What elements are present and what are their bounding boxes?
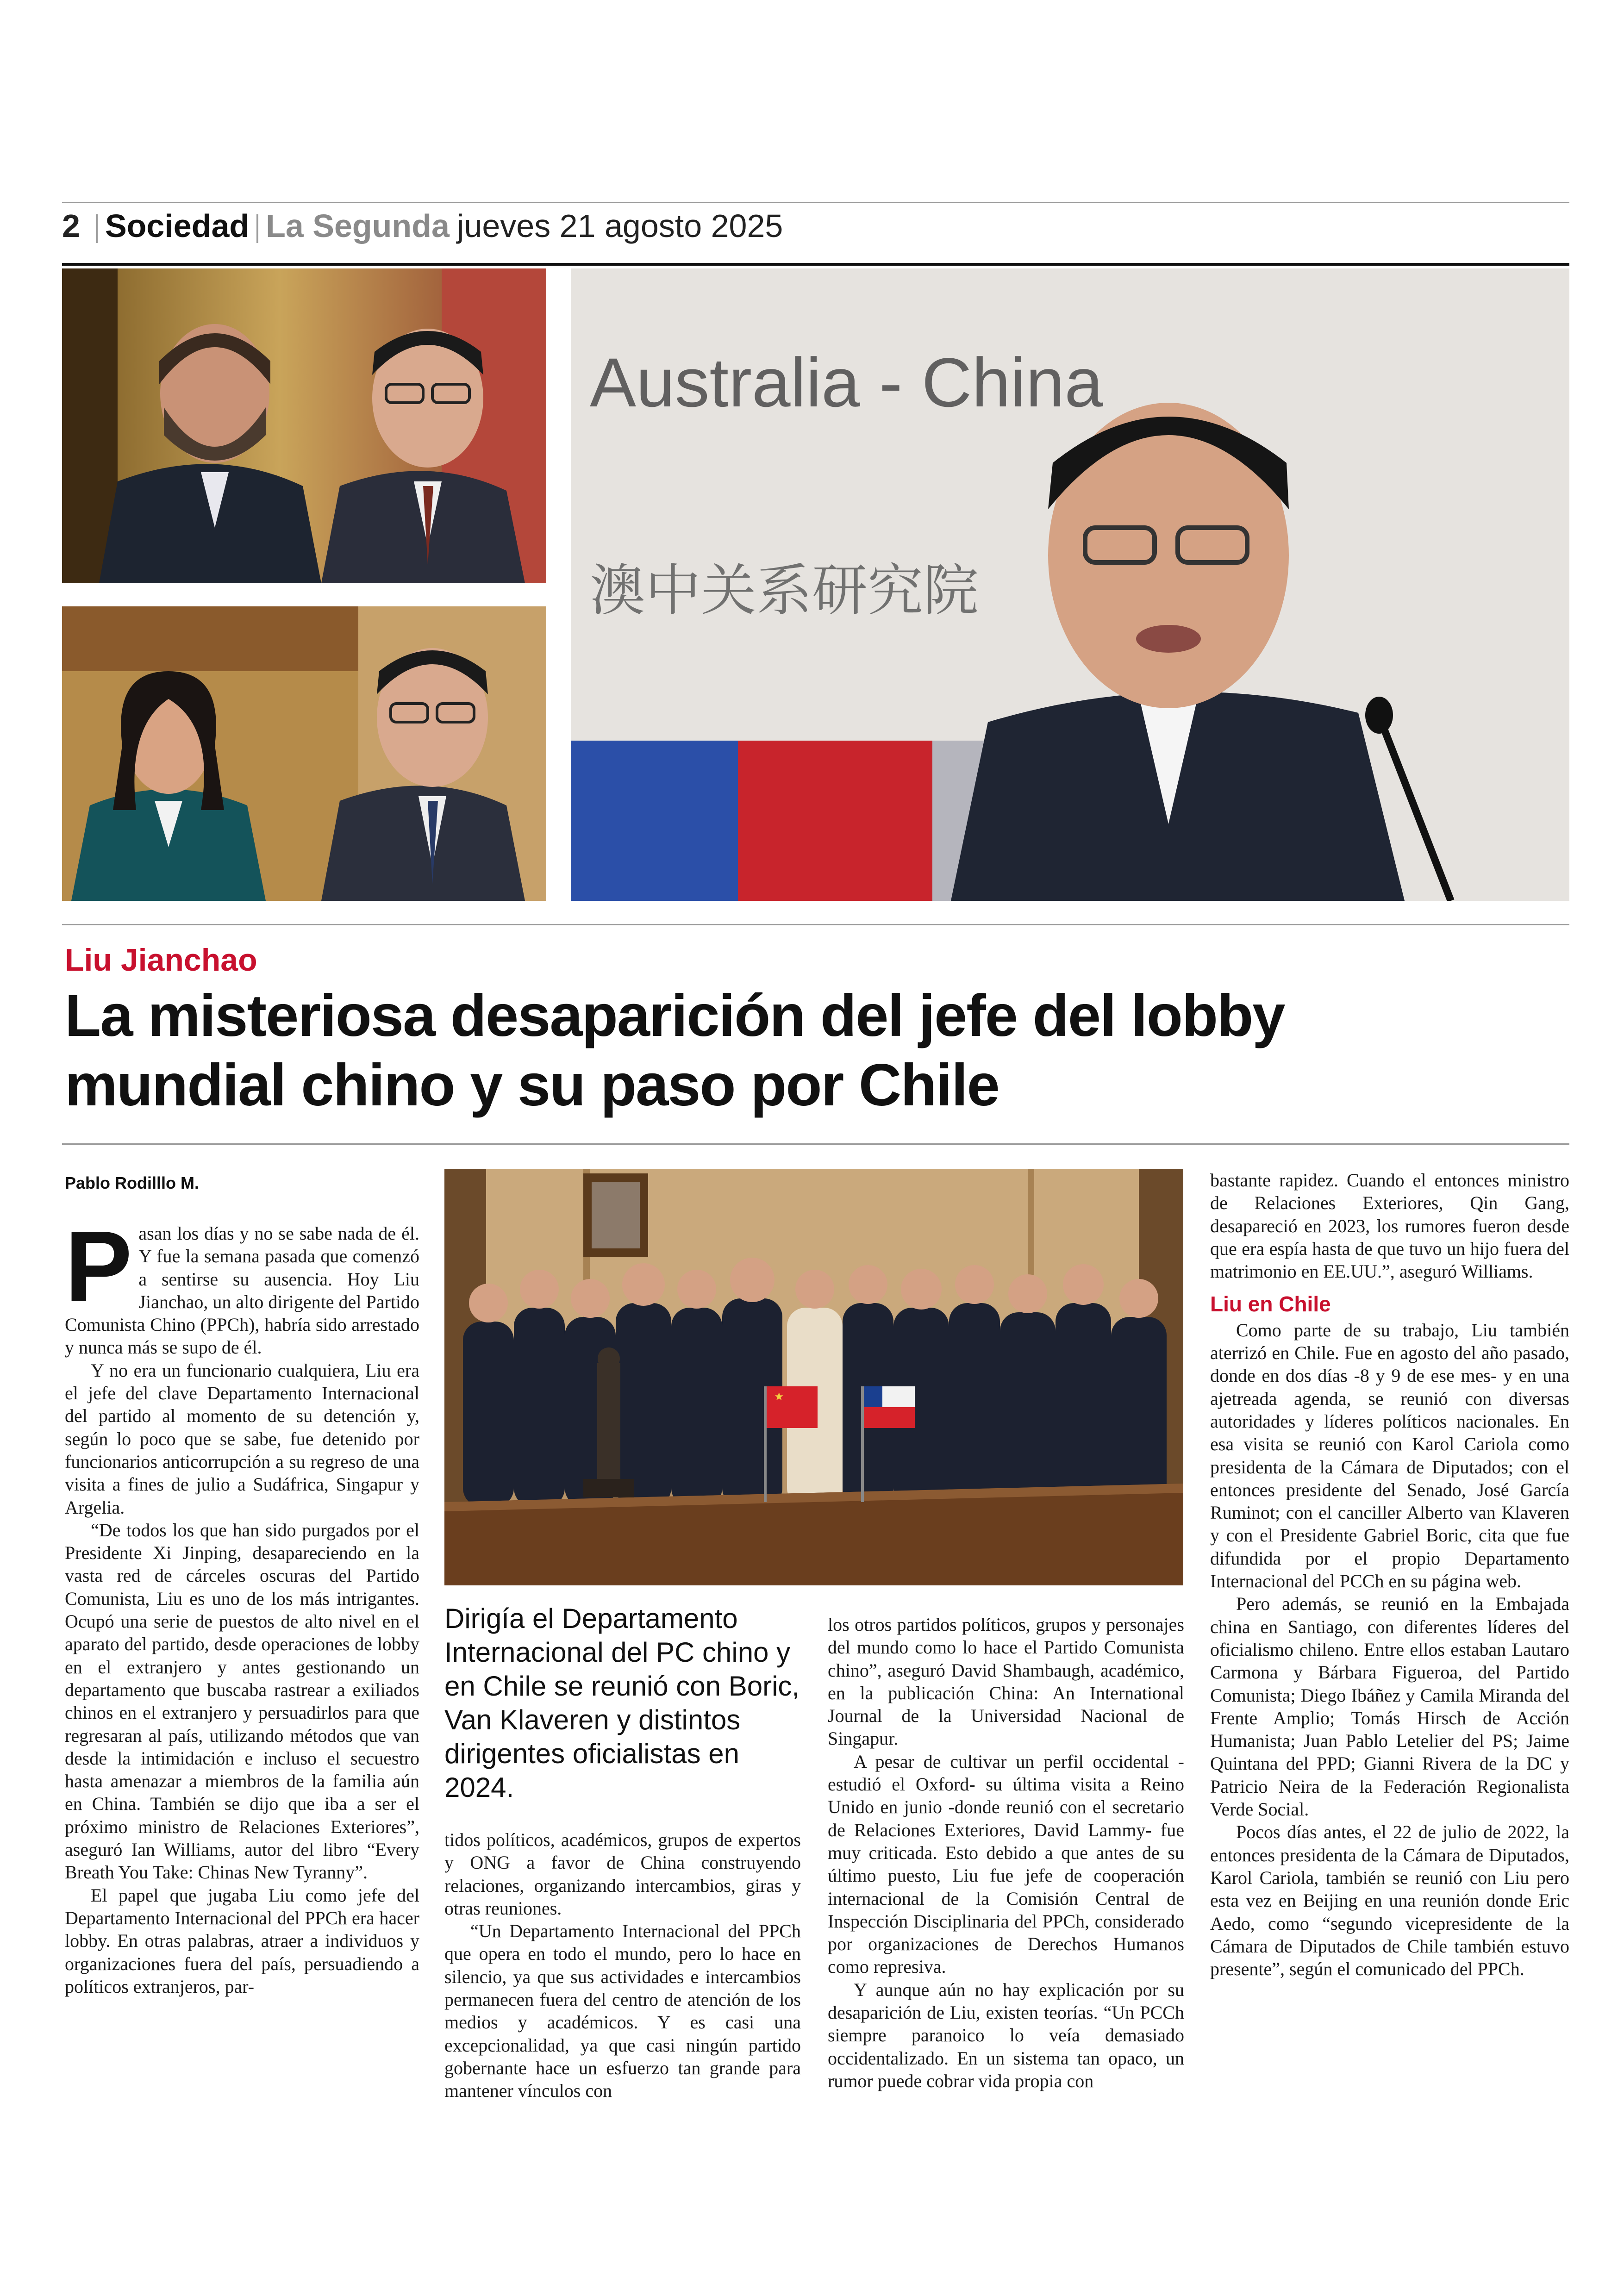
issue-date: jueves 21 agosto 2025: [456, 208, 783, 244]
publication-name: La Segunda: [266, 208, 450, 244]
article-paragraph: los otros partidos políticos, grupos y personajes del mundo como lo hace el Partido Comunista chino”, aseguró David Shambaugh, académico, en la publicación China: An International Journal de la Universidad Nacional de Singapur.: [828, 1614, 1184, 1749]
article-paragraph: Pocos días antes, el 22 de julio de 2022, la entonces presidenta de la Cámara de Diputados, Karol Cariola, también se reunió con Liu pero esta vez en Beijing en una reunión donde Eric Aedo, como “segundo vicepresidente de la Cámara de Diputados de Chile también estuvo presente”, según el comunicado del PPCh.: [1210, 1821, 1569, 1980]
article-kicker: Liu Jianchao: [65, 942, 257, 978]
photo-main-liu-speaking: [571, 268, 1569, 901]
page-header: [62, 207, 783, 244]
sign-text-chinese: 澳中关系研究院: [590, 559, 979, 623]
article-paragraph: bastante rapidez. Cuando el entonces ministro de Relaciones Exteriores, Qin Gang, desapareció en 2023, los rumores fueron desde que era espía hasta de que tuvo un hijo fuera del matrimonio en EE.UU.”, aseguró Williams.: [1210, 1170, 1569, 1282]
top-rule: [62, 202, 1569, 203]
photo-group-meeting: [444, 1169, 1183, 1585]
photo-cariola-liu: [62, 606, 546, 901]
article-byline: Pablo Rodilllo M.: [65, 1173, 199, 1192]
article-paragraph: tidos políticos, académicos, grupos de expertos y ONG a favor de China construyendo relaciones, organizando intercambios, giras y otras reuniones.: [444, 1829, 801, 1919]
article-column-4: [1210, 1169, 1569, 1980]
article-paragraph: Pero además, se reunió en la Embajada china en Santiago, con diferentes líderes del oficialismo chileno. Entre ellos estaban Lautaro Carmona y Bárbara Figueroa, del Partido Comunista; Diego Ibáñez y Camila Miranda del Frente Amplio; Tomás Hirsch de Acción Humanista; Juan Pablo Letelier del PS; Jaime Quintana del PPD; Gianni Rivera de la DC y Patricio Neira de la Federación Regionalista Verde Social.: [1210, 1593, 1569, 1820]
article-paragraph: “Un Departamento Internacional del PPCh que opera en todo el mundo, pero lo hace en silencio, ya que sus actividades e intercambios permanecen fuera del centro de atención de los medios y académicos. Y es casi una excepcionalidad, ya que casi ningún partido gobernante hace un esfuerzo tan grande para mantener vínculos con: [444, 1921, 801, 2102]
svg-text:★: ★: [774, 1390, 784, 1403]
headline-line-1: La misteriosa desaparición del jefe del lobby: [65, 983, 1285, 1049]
header-divider: [96, 214, 98, 243]
drop-cap: P: [65, 1210, 132, 1323]
article-paragraph: “De todos los que han sido purgados por el Presidente Xi Jinping, desapareciendo en la vasta red de cárceles oscuras del Partido Comunista, Liu es uno de los más intrigantes. Ocupó una serie de puestos de alto nivel en el aparato del partido, desde operaciones de lobby en el extranjero y antes gestionando un departamento que buscaba rastrear a exiliados chinos en el extranjero y persuadirlos para que regresaran al país, utilizando métodos que van desde la intimidación e incluso el secuestro hasta amenazar a miembros de la familia aún en China. También se dijo que iba a ser el próximo ministro de Relaciones Exteriores”, aseguró Ian Williams, autor del libro “Every Breath You Take: Chinas New Tyranny”.: [65, 1519, 419, 1883]
paragraph-text: asan los días y no se sabe nada de él. Y fue la semana pasada que comenzó a sentirse su ausencia. Hoy Liu Jianchao, un alto dirigente del Partido Comunista Chino (PPCh), habría sido arrestado y nunca más se supo de él.: [65, 1223, 419, 1358]
article-headline: [65, 981, 1569, 1120]
article-column-1: [65, 1210, 419, 1998]
header-divider: [256, 214, 258, 243]
photo-caption: Dirigía el Departamento Internacional del PC chino y en Chile se reunió con Boric, Van Klaveren y distintos dirigentes oficialistas en 2024.: [444, 1603, 800, 1803]
article-paragraph: Y no era un funcionario cualquiera, Liu era el jefe del clave Departamento Internacional del partido al momento de su detención y, según lo poco que se sabe, fue detenido por funcionarios anticorrupción a su regreso de una visita a fines de julio a Sudáfrica, Singapur y Argelia.: [65, 1360, 419, 1518]
article-paragraph: Y aunque aún no hay explicación por su desaparición de Liu, existen teorías. “Un PCCh siempre paranoico lo veía demasiado occidentalizado. En un sistema tan opaco, un rumor puede cobrar vida propia con: [828, 1979, 1184, 2091]
article-paragraph: [65, 1210, 419, 1359]
headline-bottom-rule: [62, 1143, 1569, 1145]
section-name: Sociedad: [105, 208, 250, 244]
article-paragraph: A pesar de cultivar un perfil occidental -estudió el Oxford- su última visita a Reino Unido en junio -donde reunió con el secretario de Relaciones Exteriores, David Lammy- fue muy criticada. Esto debido a que antes de su último puesto, Liu fue jefe de cooperación internacional de la Comisión Central de Inspección Disciplinaria del PPCh, considerado por organizaciones de Derechos Humanos como represiva.: [828, 1751, 1184, 1977]
article-column-2: [444, 1828, 801, 2102]
headline-line-2: mundial chino y su paso por Chile: [65, 1052, 999, 1118]
article-column-3: [828, 1613, 1184, 2092]
page-number: 2: [62, 208, 80, 244]
article-paragraph: Como parte de su trabajo, Liu también aterrizó en Chile. Fue en agosto del año pasado, donde en dos días -8 y 9 de ese mes- y en una ajetreada agenda, se reunió con diversas autoridades y líderes políticos nacionales. En esa visita se reunió con Karol Cariola como presidenta de la Cámara de Diputados; con el entonces presidente del Senado, José García Ruminot; con el canciller Alberto van Klaveren y con el Presidente Gabriel Boric, cita que fue difundida por el propio Departamento Internacional del PCCh en su página web.: [1210, 1319, 1569, 1592]
article-paragraph: El papel que jugaba Liu como jefe del Departamento Internacional del PPCh era hacer lobby. En otras palabras, atraer a individuos y organizaciones fuera del país, persuadiendo a políticos extranjeros, par-: [65, 1884, 419, 1997]
photo-boric-liu: [62, 268, 546, 583]
header-rule: [62, 263, 1569, 266]
sign-text-line1: Australia - China: [590, 343, 1103, 421]
headline-top-rule: [62, 924, 1569, 925]
subheading-liu-en-chile: Liu en Chile: [1210, 1292, 1331, 1316]
